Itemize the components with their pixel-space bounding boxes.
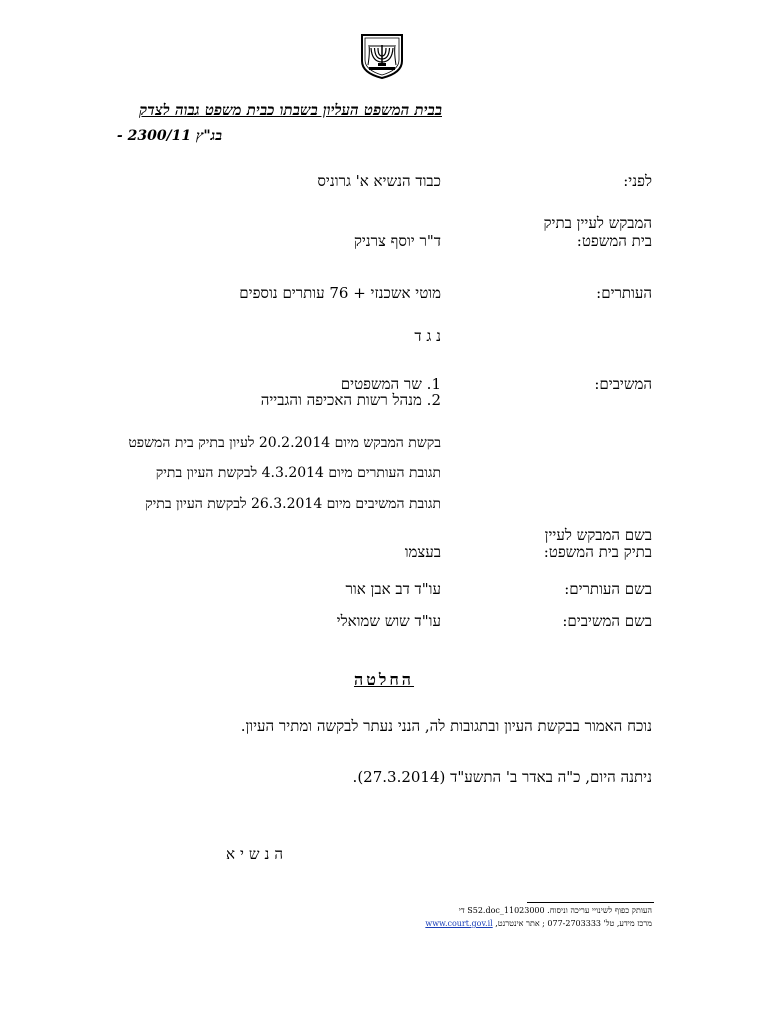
counsel-applicant-label-line1: בשם המבקש לעיין <box>544 526 652 544</box>
decision-body: נוכח האמור בבקשת העיון ובתגובות לה, הנני נעתר לבקשה ומתיר העיון. <box>240 717 652 735</box>
respondents-label: המשיבים: <box>594 375 652 393</box>
footer-divider <box>527 902 654 903</box>
counsel-respondents-value: עו"ד שוש שמואלי <box>336 612 441 630</box>
applicant-value: ד"ר יוסף צרניק <box>353 232 441 250</box>
case-number: 2300/11 <box>127 128 192 144</box>
counsel-applicant-label-line2: בתיק בית המשפט: <box>543 543 652 561</box>
court-title: בבית המשפט העליון בשבתו כבית משפט גבוה לצדק <box>139 101 442 119</box>
case-number-line <box>117 128 222 145</box>
respondent-2: 2. מנהל רשות האכיפה והגבייה <box>260 391 441 409</box>
footer-line-2 <box>425 919 652 928</box>
respondent-1: 1. שר המשפטים <box>340 375 441 393</box>
applicant-label-line1: המבקש לעיין בתיק <box>543 214 652 232</box>
decision-given-date: ניתנה היום, כ"ה באדר ב' התשע"ד (27.3.2014). <box>352 768 652 786</box>
filing-line: תגובת המשיבים מיום 26.3.2014 לבקשת העיון בתיק <box>145 496 441 512</box>
counsel-applicant-value: בעצמו <box>404 543 441 561</box>
petitioners-label: העותרים: <box>596 284 652 302</box>
footer-contact: מרכז מידע, טל' 077-2703333 ; אתר אינטרנט, <box>495 919 652 928</box>
decision-title: החלטה <box>353 670 415 689</box>
footer-website-link[interactable]: www.court.gov.il <box>425 919 493 928</box>
counsel-petitioners-value: עו"ד דב אבן אור <box>345 580 441 598</box>
versus: נ ג ד <box>414 327 441 345</box>
footer-line-1 <box>459 906 652 915</box>
case-dash: - <box>116 128 123 144</box>
counsel-respondents-label: בשם המשיבים: <box>562 612 652 630</box>
footer-suffix: די <box>458 906 465 915</box>
case-prefix: בג"ץ <box>196 128 222 144</box>
filing-line: בקשת המבקש מיום 20.2.2014 לעיון בתיק בית המשפט <box>128 435 441 451</box>
applicant-label-line2: בית המשפט: <box>576 232 652 250</box>
before-value: כבוד הנשיא א' גרוניס <box>317 172 441 190</box>
petitioners-value: מוטי אשכנזי + 76 עותרים נוספים <box>239 284 441 302</box>
counsel-petitioners-label: בשם העותרים: <box>564 580 652 598</box>
footer-filename: 11023000_S52.doc <box>467 906 545 915</box>
before-label: לפני: <box>623 172 652 190</box>
filing-line: תגובת העותרים מיום 4.3.2014 לבקשת העיון בתיק <box>155 465 441 481</box>
footer-note: העותק כפוף לשינויי עריכה וניסוח. <box>547 906 652 915</box>
signature-president: הנשיא <box>225 845 288 863</box>
israel-emblem-icon <box>358 33 406 79</box>
